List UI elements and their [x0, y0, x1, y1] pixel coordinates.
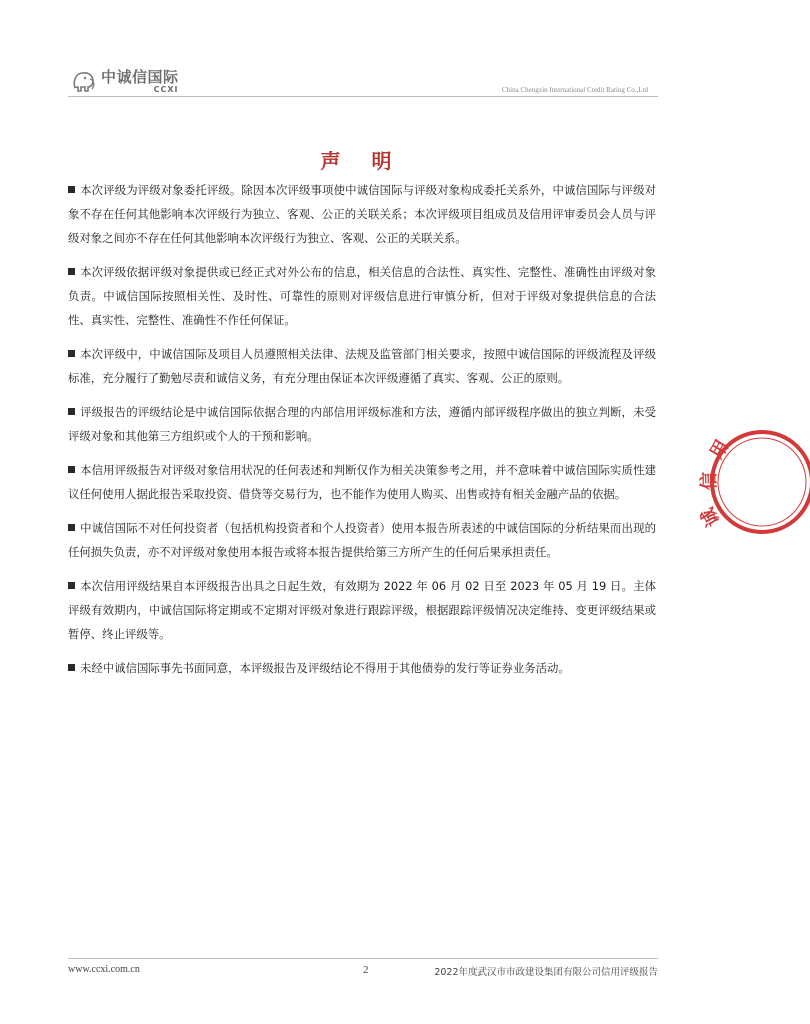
- logo-english-name: CCXI: [153, 85, 179, 94]
- paragraph-text: 本次评级为评级对象委托评级。除因本次评级事项使中诚信国际与评级对象构成委托关系外，中诚信国际与评级对象不存在任何其他影响本次评级行为独立、客观、公正的关联关系；本次评级项目组成员及信用评审委员会人员与评级对象之间亦不存在任何其他影响本次评级行为独立、客观、公正的关联关系。: [68, 183, 656, 245]
- svg-text:诚: 诚: [697, 503, 725, 530]
- paragraph-text: 本次评级依据评级对象提供或已经正式对外公布的信息，相关信息的合法性、真实性、完整性、准确性由评级对象负责。中诚信国际按照相关性、及时性、可靠性的原则对评级信息进行审慎分析，但对于评级对象提供信息的合法性、真实性、完整性、准确性不作任何保证。: [68, 265, 656, 327]
- paragraph-text: 本次评级中，中诚信国际及项目人员遵照相关法律、法规及监管部门相关要求，按照中诚信国际的评级流程及评级标准，充分履行了勤勉尽责和诚信义务，有充分理由保证本次评级遵循了真实、客观、公正的原则。: [68, 347, 656, 385]
- footer-divider: [68, 958, 658, 959]
- square-bullet-icon: [68, 350, 75, 357]
- declaration-body: [68, 178, 656, 690]
- square-bullet-icon: [68, 408, 75, 415]
- logo-chinese-name: 中诚信国际: [101, 68, 179, 86]
- ccxi-elephant-logo-icon: [70, 68, 98, 96]
- square-bullet-icon: [68, 186, 75, 193]
- paragraph-text: 评级报告的评级结论是中诚信国际依据合理的内部信用评级标准和方法，遵循内部评级程序做出的独立判断，未受评级对象和其他第三方组织或个人的干预和影响。: [68, 405, 656, 443]
- square-bullet-icon: [68, 582, 75, 589]
- declaration-paragraph: [68, 458, 656, 506]
- company-seal-stamp: [697, 420, 810, 550]
- declaration-paragraph: [68, 342, 656, 390]
- declaration-paragraph: [68, 656, 656, 680]
- declaration-paragraph: [68, 574, 656, 646]
- page-title: 声 明: [320, 149, 404, 173]
- paragraph-text: 中诚信国际不对任何投资者（包括机构投资者和个人投资者）使用本报告所表述的中诚信国际的分析结果而出现的任何损失负责，亦不对评级对象使用本报告或将本报告提供给第三方所产生的任何后果承担责任。: [68, 521, 656, 559]
- footer-report-title: 2022年度武汉市市政建设集团有限公司信用评级报告: [434, 967, 658, 978]
- page-number: 2: [363, 964, 369, 976]
- svg-text:信: 信: [699, 472, 720, 490]
- square-bullet-icon: [68, 524, 75, 531]
- page-header: [68, 66, 658, 106]
- paragraph-text: 本次信用评级结果自本评级报告出具之日起生效，有效期为 2022 年 06 月 02 日至 2023 年 05 月 19 日。主体评级有效期内，中诚信国际将定期或不定期对评级对象进行跟踪评级，根据跟踪评级情况决定维持、变更评级结果或暂停、终止评级等。: [68, 579, 656, 641]
- square-bullet-icon: [68, 268, 75, 275]
- square-bullet-icon: [68, 664, 75, 671]
- paragraph-text: 本信用评级报告对评级对象信用状况的任何表述和判断仅作为相关决策参考之用，并不意味着中诚信国际实质性建议任何使用人据此报告采取投资、借贷等交易行为，也不能作为使用人购买、出售或持有相关金融产品的依据。: [68, 463, 656, 501]
- declaration-paragraph: [68, 178, 656, 250]
- declaration-paragraph: [68, 400, 656, 448]
- header-divider: [68, 96, 658, 97]
- company-logo: [70, 68, 179, 96]
- paragraph-text: 未经中诚信国际事先书面同意，本评级报告及评级结论不得用于其他债券的发行等证券业务活动。: [80, 661, 570, 675]
- declaration-paragraph: [68, 516, 656, 564]
- header-company-name: China Chengxin International Credit Rating Co.,Ltd: [501, 86, 648, 94]
- declaration-paragraph: [68, 260, 656, 332]
- footer-website: www.ccxi.com.cn: [68, 964, 140, 975]
- svg-text:用: 用: [706, 436, 734, 463]
- square-bullet-icon: [68, 466, 75, 473]
- page-footer: [68, 958, 658, 982]
